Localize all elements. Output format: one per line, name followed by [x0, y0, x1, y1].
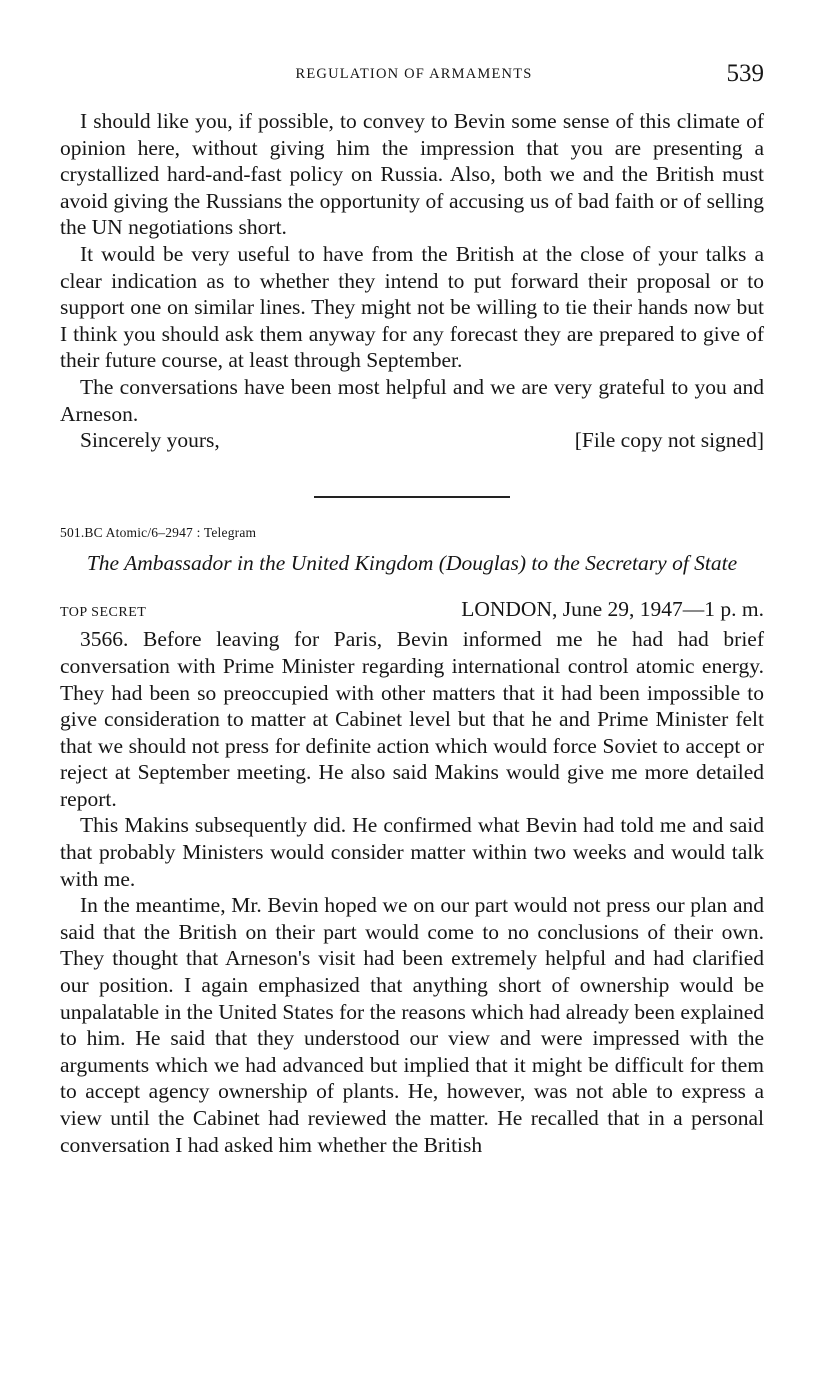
document-heading: The Ambassador in the United Kingdom (Douglas) to the Secretary of State [86, 550, 738, 575]
telegram-paragraph: This Makins subsequently did. He confirmed what Bevin had told me and said that probably Ministers would consider matter within two weeks and would talk with me. [60, 813, 764, 891]
file-reference: 501.BC Atomic/6–2947 : Telegram [60, 524, 257, 540]
telegram-paragraph: In the meantime, Mr. Bevin hoped we on our part would not press our plan and said that the British on their part would come to no conclusions of their own. They thought that Arneson's visit had been extremely helpful and had clarified our position. I again emphasized that anything short of ownership would be unpalatable in the United States for the reasons which had already been explained to him. He said that they understood our view and were impressed with the arguments which we had advanced but implied that it might be difficult for them to accept agency ownership of plants. He, however, was not able to express a view until the Cabinet had reviewed the matter. He recalled that in a personal conversation I had asked him whether the British [60, 893, 764, 1157]
signature-note: [File copy not signed] [574, 428, 764, 453]
running-title: REGULATION OF ARMAMENTS [295, 66, 533, 82]
dateline: LONDON, June 29, 1947—1 p. m. [461, 596, 764, 621]
telegram-section [60, 524, 764, 1158]
letter-closing-line [60, 427, 764, 454]
page-body [60, 108, 764, 1158]
letter-paragraph: The conversations have been most helpful and we are very grateful to you and Arneson. [60, 374, 764, 426]
letter-section [60, 108, 764, 454]
section-divider [314, 496, 510, 498]
telegram-paragraph: 3566. Before leaving for Paris, Bevin informed me he had had brief conversation with Prime Minister regarding international control atomic energy. They had been so preoccupied with other matters that it had been impossible to give consideration to matter at Cabinet level but that he and Prime Minister felt that we should not press for definite action which would force Soviet to accept or reject at September meeting. He also said Makins would give me more detailed report. [60, 627, 764, 811]
letter-paragraph: It would be very useful to have from the British at the close of your talks a clear indication as to whether they intend to put forward their proposal or to support one on similar lines. They might not be willing to tie their hands now but I think you should ask them anyway for any forecast they are prepared to give of their future course, at least through September. [60, 241, 764, 373]
classification-label: TOP SECRET [60, 604, 147, 620]
page-number: 539 [726, 60, 764, 87]
dateline-row [60, 596, 764, 627]
letter-paragraph: I should like you, if possible, to convey to Bevin some sense of this climate of opinion here, without giving him the impression that you are presenting a crystallized hard-and-fast policy on Russia. Also, both we and the British must avoid giving the Russians the opportunity of accusing us of bad faith or of selling the UN negotiations short. [60, 109, 764, 240]
closing-salutation: Sincerely yours, [80, 428, 220, 453]
page-header [60, 60, 768, 92]
